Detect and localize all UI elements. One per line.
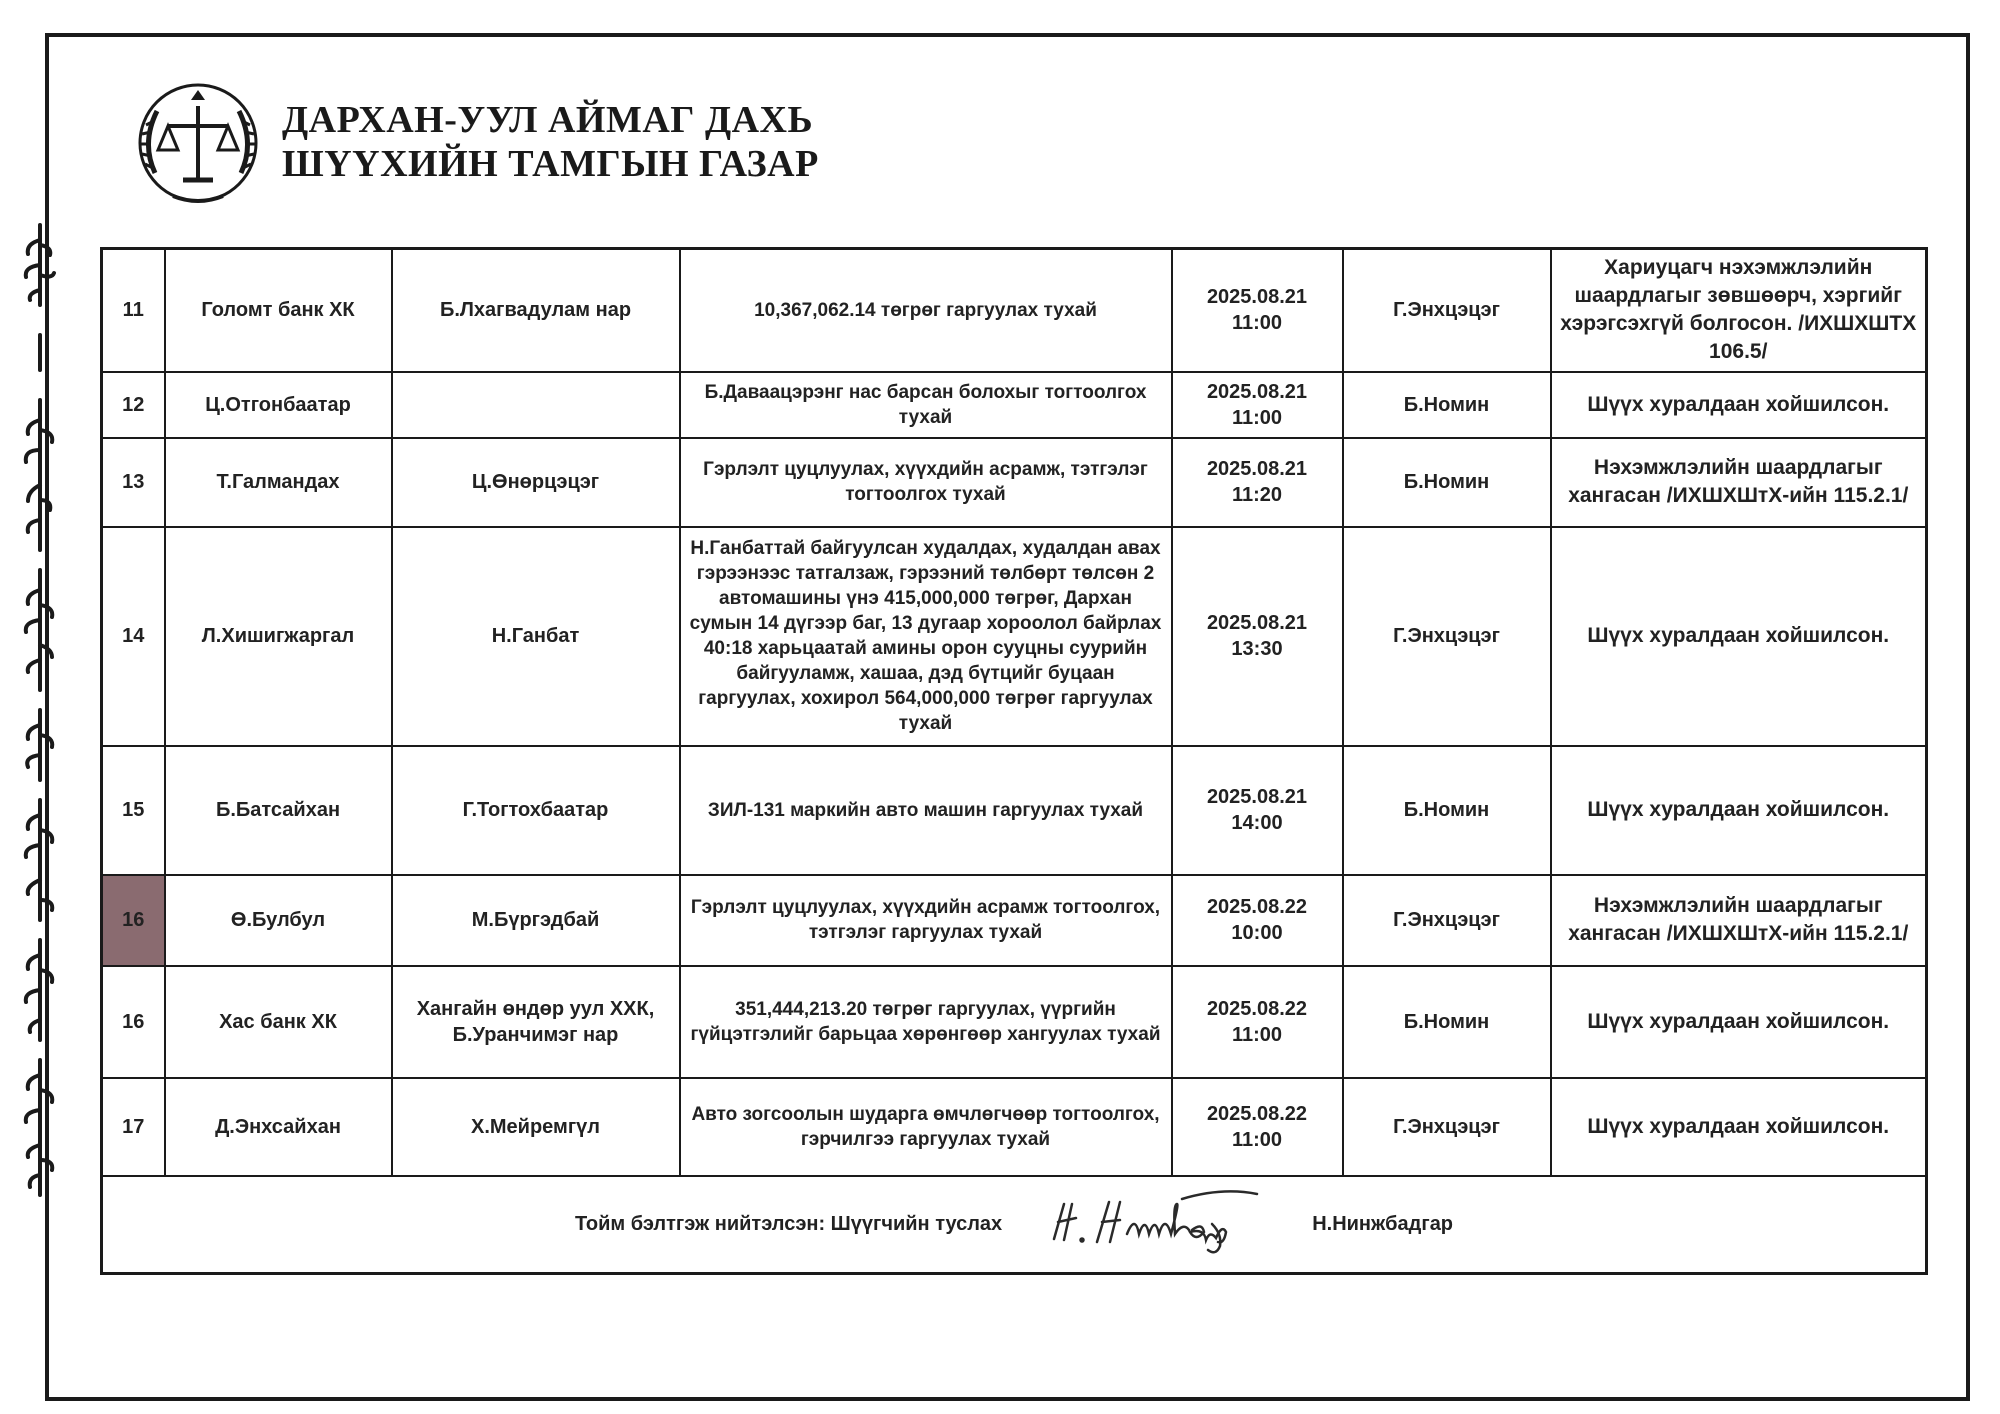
plaintiff-cell: Голомт банк ХК (165, 249, 392, 372)
hearing-time: 13:30 (1231, 638, 1283, 661)
hearing-datetime-cell (1172, 527, 1343, 746)
hearing-datetime-cell (1172, 875, 1343, 967)
result-cell: Шүүх хуралдаан хойшилсон. (1551, 372, 1927, 438)
table-row (102, 249, 1927, 372)
result-cell: Нэхэмжлэлийн шаардлагыг хангасан /ИХШХШтХ-ийн 115.2.1/ (1551, 875, 1927, 967)
table-row (102, 875, 1927, 967)
defendant-cell: М.Бүргэдбай (392, 875, 680, 967)
table-row (102, 746, 1927, 875)
hearing-date: 2025.08.21 (1206, 458, 1308, 481)
hearing-datetime-cell (1172, 372, 1343, 438)
court-hearing-schedule-table (100, 247, 1928, 1275)
court-emblem (133, 78, 263, 208)
hearing-time: 14:00 (1231, 812, 1283, 835)
hearing-datetime-cell (1172, 249, 1343, 372)
hearing-datetime-cell (1172, 966, 1343, 1078)
table-row (102, 966, 1927, 1078)
judge-cell: Г.Энхцэцэг (1343, 527, 1551, 746)
judge-cell: Г.Энхцэцэг (1343, 249, 1551, 372)
claim-cell: 10,367,062.14 төгрөг гаргуулах тухай (680, 249, 1172, 372)
judge-cell: Г.Энхцэцэг (1343, 875, 1551, 967)
prepared-by-name: Н.Нинжбадгар (1312, 1213, 1454, 1236)
claim-cell: 351,444,213.20 төгрөг гаргуулах, үүргийн гүйцэтгэлийг барьцаа хөрөнгөөр хангуулах тухай (680, 966, 1172, 1078)
claim-cell: Н.Ганбаттай байгуулсан худалдах, худалдан авах гэрээнээс татгалзаж, гэрээний төлбөрт төлсөн 2 автомашины үнэ 415,000,000 төгрөг, Дархан сумын 14 дүгээр баг, 13 дугаар хороолол байрлах 40:18 харьцаатай амины орон сууцны суурийн байгууламж, хашаа, дэд бүтцийг буцаан гаргуулах, хохирол 564,000,000 төгрөг гаргуулах тухай (680, 527, 1172, 746)
plaintiff-cell: Ө.Булбул (165, 875, 392, 967)
claim-cell: Гэрлэлт цуцлуулах, хүүхдийн асрамж тогтоолгох, тэтгэлэг гаргуулах тухай (680, 875, 1172, 967)
row-number: 14 (102, 527, 165, 746)
plaintiff-cell: Хас банк ХК (165, 966, 392, 1078)
table-row (102, 527, 1927, 746)
defendant-cell: Б.Лхагвадулам нар (392, 249, 680, 372)
prepared-by-label: Тойм бэлтгэж нийтэлсэн: Шүүгчийн туслах (574, 1213, 1003, 1236)
hearing-time: 11:00 (1231, 312, 1283, 335)
judge-cell: Г.Энхцэцэг (1343, 1078, 1551, 1176)
hearing-datetime-cell (1172, 746, 1343, 875)
defendant-cell: Хангайн өндөр уул ХХК, Б.Уранчимэг нар (392, 966, 680, 1078)
result-cell: Нэхэмжлэлийн шаардлагыг хангасан /ИХШХШтХ-ийн 115.2.1/ (1551, 438, 1927, 527)
plaintiff-cell: Л.Хишигжаргал (165, 527, 392, 746)
row-number: 16 (102, 966, 165, 1078)
hearing-datetime-cell (1172, 1078, 1343, 1176)
defendant-cell: Г.Тогтохбаатар (392, 746, 680, 875)
hearing-time: 11:20 (1231, 484, 1283, 507)
scales-of-justice-emblem-icon (133, 78, 263, 208)
hearing-date: 2025.08.22 (1206, 896, 1308, 919)
institution-title-line1: ДАРХАН-УУЛ АЙМАГ ДАХЬ (282, 99, 814, 141)
judge-cell: Б.Номин (1343, 372, 1551, 438)
hearing-date: 2025.08.21 (1206, 286, 1308, 309)
institution-title-line2: ШҮҮХИЙН ТАМГЫН ГАЗАР (282, 143, 819, 185)
table-row (102, 372, 1927, 438)
row-number: 16 (102, 875, 165, 967)
plaintiff-cell: Т.Галмандах (165, 438, 392, 527)
judge-cell: Б.Номин (1343, 966, 1551, 1078)
row-number: 15 (102, 746, 165, 875)
result-cell: Хариуцагч нэхэмжлэлийн шаардлагыг зөвшөөрч, хэргийг хэрэгсэхгүй болгосон. /ИХШХШТХ 106.5/ (1551, 249, 1927, 372)
hearing-date: 2025.08.21 (1206, 612, 1308, 635)
mongolian-script-motto (0, 220, 80, 1200)
hearing-date: 2025.08.22 (1206, 1102, 1308, 1125)
claim-cell: Б.Даваацэрэнг нас барсан болохыг тогтоолгох тухай (680, 372, 1172, 438)
result-cell: Шүүх хуралдаан хойшилсон. (1551, 1078, 1927, 1176)
hearing-time: 11:00 (1231, 1128, 1283, 1151)
judge-cell: Б.Номин (1343, 438, 1551, 527)
defendant-cell: Ц.Өнөрцэцэг (392, 438, 680, 527)
hearing-date: 2025.08.21 (1206, 786, 1308, 809)
table-row (102, 438, 1927, 527)
defendant-cell: Н.Ганбат (392, 527, 680, 746)
claim-cell: Гэрлэлт цуцлуулах, хүүхдийн асрамж, тэтгэлэг тогтоолгох тухай (680, 438, 1172, 527)
result-cell: Шүүх хуралдаан хойшилсон. (1551, 527, 1927, 746)
defendant-cell (392, 372, 680, 438)
defendant-cell: Х.Мейремгүл (392, 1078, 680, 1176)
hearing-date: 2025.08.21 (1206, 380, 1308, 403)
table-row (102, 1078, 1927, 1176)
row-number: 13 (102, 438, 165, 527)
row-number: 11 (102, 249, 165, 372)
plaintiff-cell: Б.Батсайхан (165, 746, 392, 875)
handwritten-signature (1042, 1184, 1272, 1264)
plaintiff-cell: Д.Энхсайхан (165, 1078, 392, 1176)
hearing-date: 2025.08.22 (1206, 998, 1308, 1021)
claim-cell: ЗИЛ-131 маркийн авто машин гаргуулах тухай (680, 746, 1172, 875)
mongolian-traditional-script-motto-icon (5, 220, 75, 1200)
hearing-datetime-cell (1172, 438, 1343, 527)
plaintiff-cell: Ц.Отгонбаатар (165, 372, 392, 438)
hearing-time: 11:00 (1231, 1024, 1283, 1047)
claim-cell: Авто зогсоолын шударга өмчлөгчөөр тогтоолгох, гэрчилгээ гаргуулах тухай (680, 1078, 1172, 1176)
institution-title (282, 98, 819, 186)
result-cell: Шүүх хуралдаан хойшилсон. (1551, 966, 1927, 1078)
result-cell: Шүүх хуралдаан хойшилсон. (1551, 746, 1927, 875)
row-number: 17 (102, 1078, 165, 1176)
hearing-time: 10:00 (1231, 922, 1283, 945)
table-footer (102, 1176, 1927, 1274)
judge-cell: Б.Номин (1343, 746, 1551, 875)
hearing-time: 11:00 (1231, 406, 1283, 429)
row-number: 12 (102, 372, 165, 438)
